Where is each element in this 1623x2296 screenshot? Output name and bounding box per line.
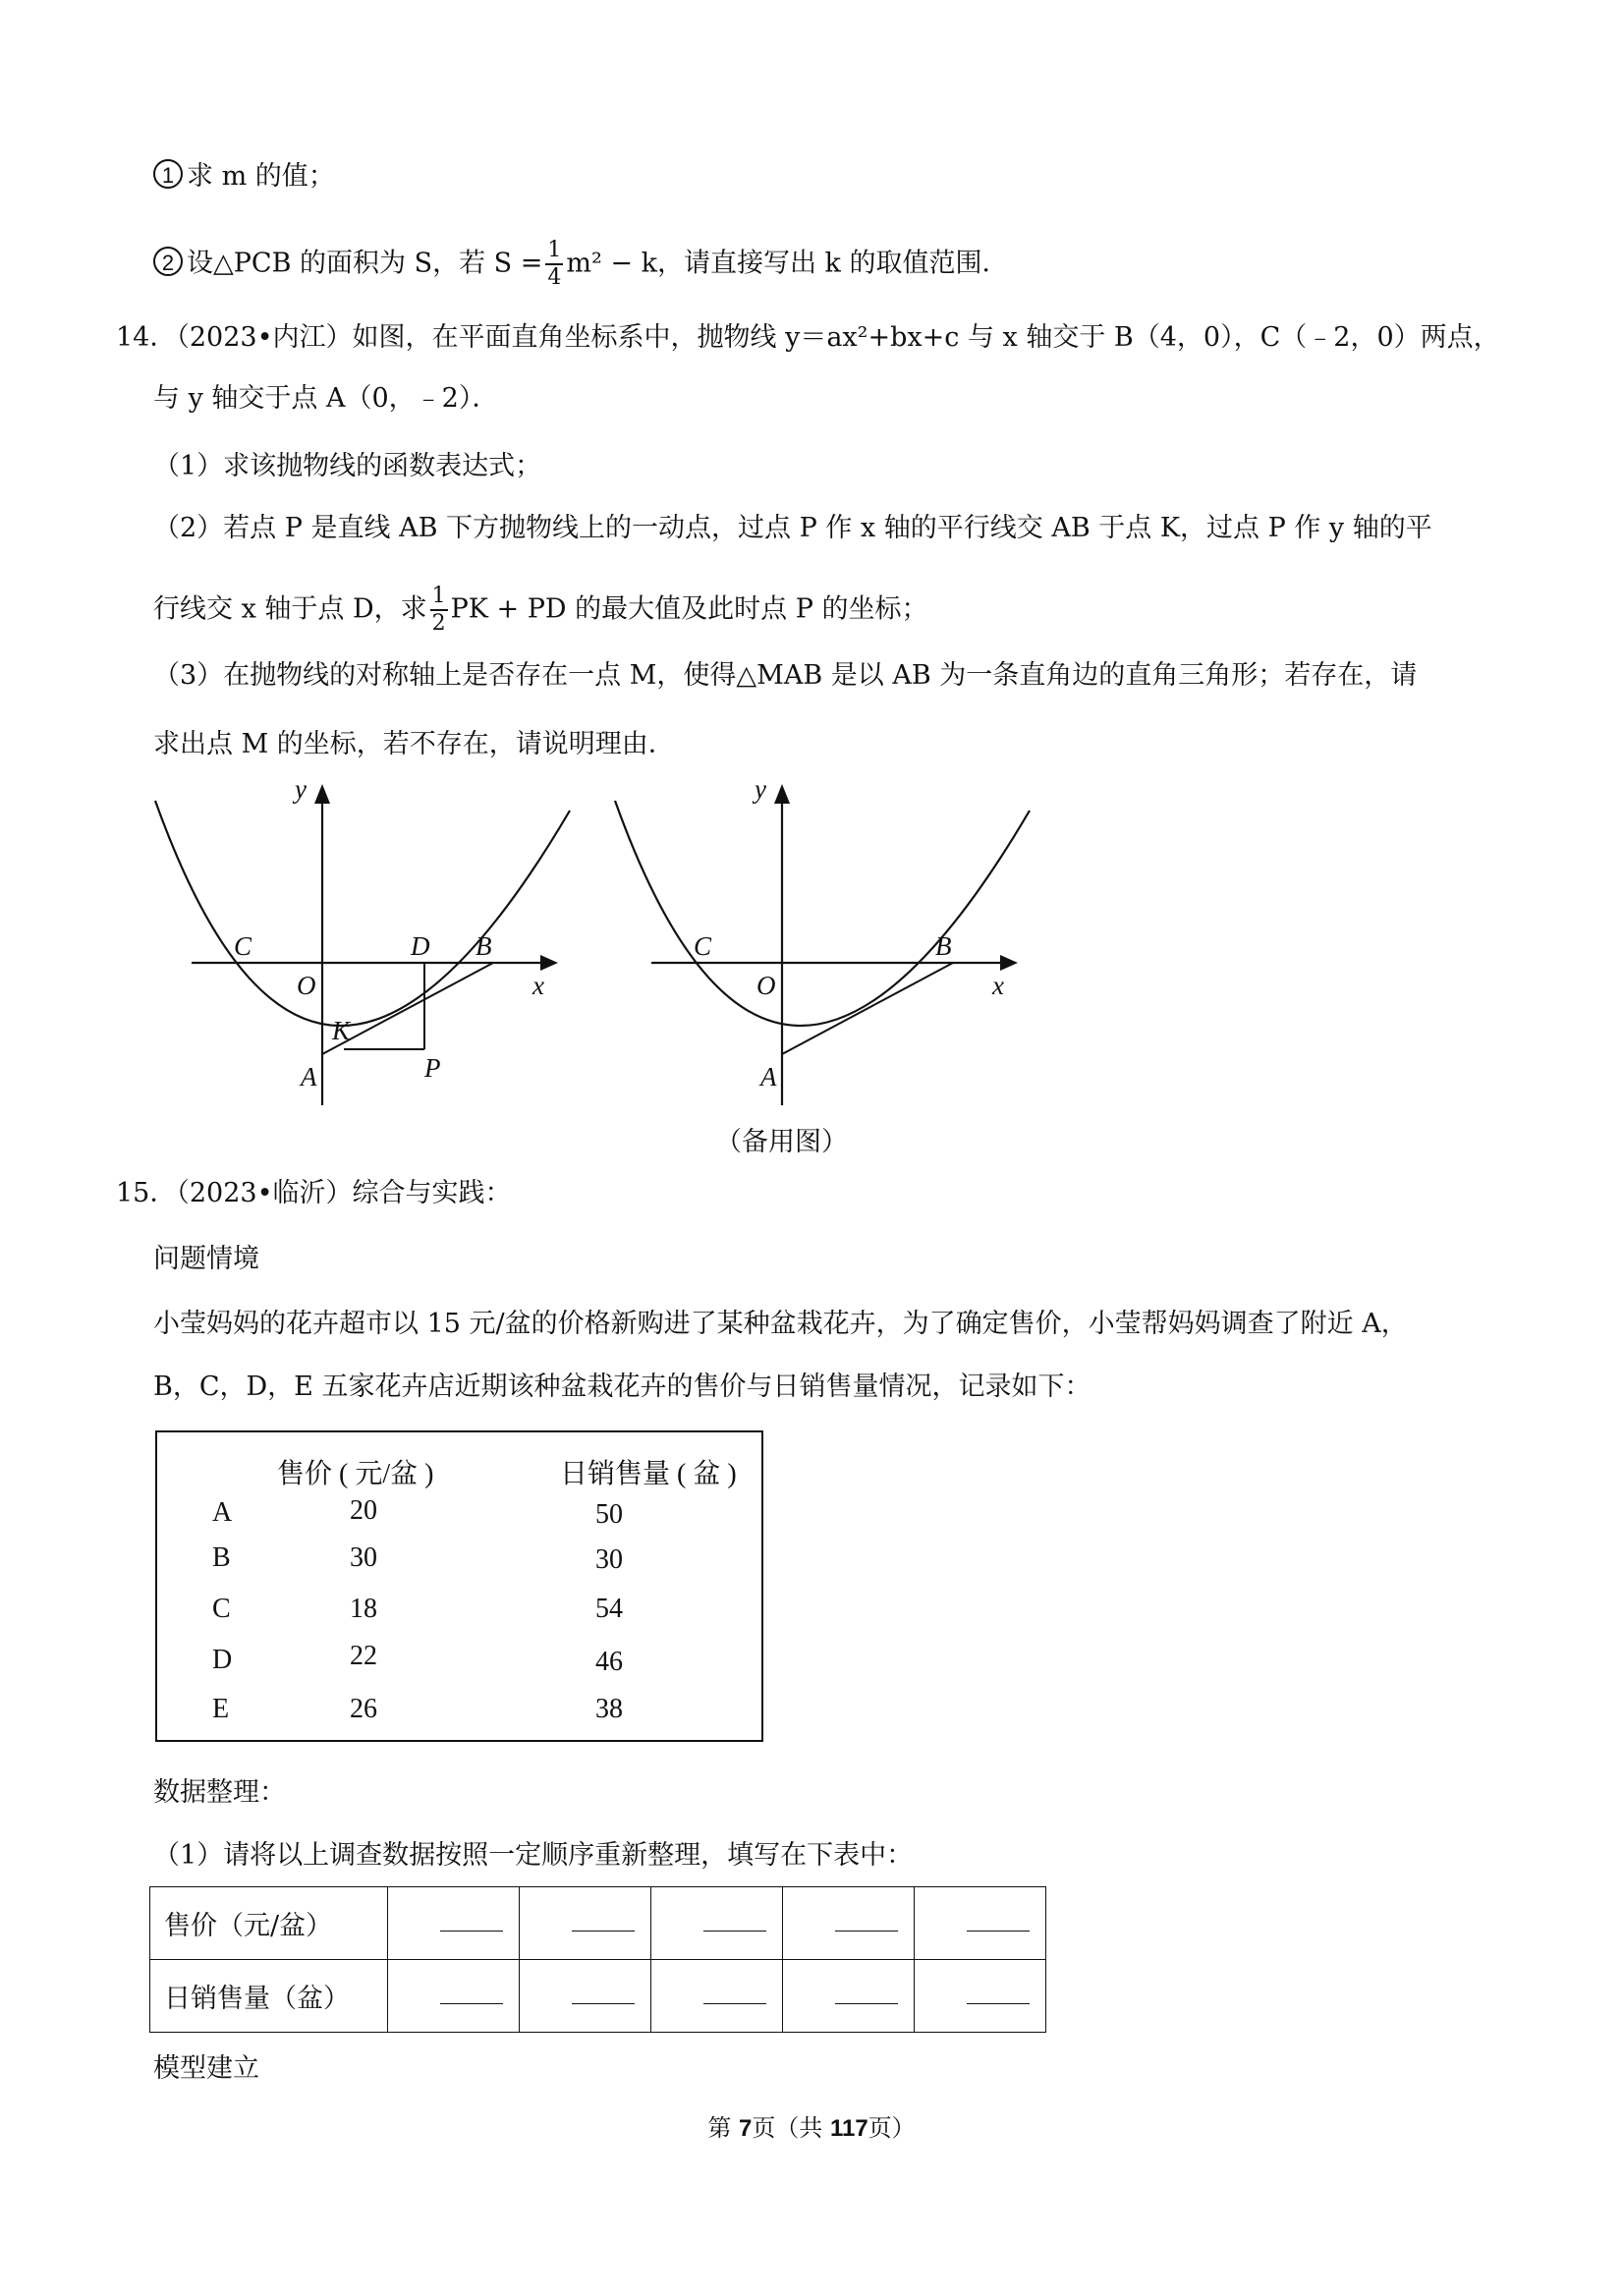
parabola-figure-main xyxy=(147,776,580,1120)
segment-AB xyxy=(782,963,953,1054)
answer-blank[interactable] xyxy=(440,1911,503,1932)
answer-blank[interactable] xyxy=(835,1911,898,1932)
survey-header-price: 售价 ( 元/盆 ) xyxy=(277,1459,434,1489)
q15-organize-title: 数据整理： xyxy=(153,1777,286,1808)
label-O: O xyxy=(756,971,776,1000)
q14-part1: （1）求该抛物线的函数表达式； xyxy=(153,451,542,481)
blank-cell[interactable] xyxy=(783,1960,915,2033)
label-A: A xyxy=(760,1062,777,1092)
survey-shop: A xyxy=(212,1497,233,1528)
parabola-curve xyxy=(155,801,570,1026)
survey-sales: 30 xyxy=(595,1544,623,1575)
q15-organize-part1: （1）请将以上调查数据按照一定顺序重新整理，填写在下表中： xyxy=(153,1840,914,1871)
page-number: 7 xyxy=(738,2115,753,2142)
label-B: B xyxy=(935,931,952,961)
q15-line1: 15．（2023•临沂）综合与实践： xyxy=(116,1178,512,1208)
label-O: O xyxy=(297,971,316,1000)
figure-caption: （备用图） xyxy=(715,1127,848,1157)
blank-cell[interactable] xyxy=(520,1887,651,1960)
q14-part2-b: 行线交 x 轴于点 D，求 $\frac{1}{2}$ PK + PD 的最大值及此时点 P 的坐标； xyxy=(153,584,928,636)
survey-shop: C xyxy=(212,1594,231,1624)
survey-sales: 50 xyxy=(595,1499,623,1530)
q15-model-title: 模型建立 xyxy=(153,2053,259,2084)
survey-sales: 54 xyxy=(595,1594,623,1624)
blank-cell[interactable] xyxy=(651,1960,783,2033)
x-axis-arrow xyxy=(1000,955,1018,971)
fill-in-table xyxy=(149,1886,1046,2033)
survey-sales: 46 xyxy=(595,1647,623,1677)
survey-price: 20 xyxy=(350,1495,377,1526)
q15-situation-a: 小莹妈妈的花卉超市以 15 元/盆的价格新购进了某种盆栽花卉，为了确定售价，小莹帮妈妈调查了附近 A， xyxy=(153,1309,1408,1339)
answer-blank[interactable] xyxy=(967,1911,1030,1932)
parabola-curve xyxy=(615,801,1030,1026)
label-B: B xyxy=(476,931,492,961)
blank-cell[interactable] xyxy=(651,1887,783,1960)
q14-line1: 14．（2023•内江）如图，在平面直角坐标系中，抛物线 y＝ax²+bx+c 与 x 轴交于 B（4，0），C（﹣2，0）两点， xyxy=(116,322,1500,353)
fill-row-header-price: 售价（元/盆） xyxy=(150,1887,388,1960)
circled-number: 2 xyxy=(153,247,183,276)
parabola-figure-backup xyxy=(607,776,1039,1120)
blank-cell[interactable] xyxy=(388,1887,520,1960)
q13-item1 xyxy=(153,157,335,196)
q15-situation-title: 问题情境 xyxy=(153,1244,259,1274)
survey-price: 30 xyxy=(350,1542,377,1573)
blank-cell[interactable] xyxy=(520,1960,651,2033)
label-D: D xyxy=(411,931,430,961)
blank-cell[interactable] xyxy=(915,1960,1046,2033)
label-P: P xyxy=(424,1053,441,1083)
y-axis-arrow xyxy=(314,784,330,804)
survey-shop: B xyxy=(212,1542,231,1573)
q13-item2-pre: 设△PCB 的面积为 S，若 S = xyxy=(187,248,543,279)
y-axis-arrow xyxy=(774,784,790,804)
survey-shop: D xyxy=(212,1645,233,1675)
survey-price: 22 xyxy=(350,1641,377,1671)
label-x: x xyxy=(992,971,1004,1000)
label-y: y xyxy=(295,776,307,804)
survey-price: 18 xyxy=(350,1594,377,1624)
answer-blank[interactable] xyxy=(703,1984,766,2004)
q13-item1-text: 求 m 的值； xyxy=(187,161,335,192)
q13-item2 xyxy=(153,240,1009,289)
page-footer: 第 7页（共 117页） xyxy=(707,2114,916,2142)
label-y: y xyxy=(755,776,766,804)
fill-row-header-sales: 日销售量（盆） xyxy=(150,1960,388,2033)
blank-cell[interactable] xyxy=(783,1887,915,1960)
q15-situation-b: B，C，D，E 五家花卉店近期该种盆栽花卉的售价与日销售量情况，记录如下： xyxy=(153,1372,1091,1402)
answer-blank[interactable] xyxy=(835,1984,898,2004)
survey-shop: E xyxy=(212,1694,230,1724)
answer-blank[interactable] xyxy=(967,1984,1030,2004)
blank-cell[interactable] xyxy=(388,1960,520,2033)
answer-blank[interactable] xyxy=(572,1984,635,2004)
q13-item2-post: m² − k，请直接写出 k 的取值范围． xyxy=(566,248,1009,279)
label-C: C xyxy=(234,931,252,961)
answer-blank[interactable] xyxy=(703,1911,766,1932)
label-C: C xyxy=(694,931,712,961)
fraction-half: $\frac{1}{2}$ xyxy=(431,584,446,636)
table-row xyxy=(150,1960,1046,2033)
label-A: A xyxy=(301,1062,317,1092)
circled-number: 1 xyxy=(153,159,183,189)
x-axis-arrow xyxy=(540,955,558,971)
q14-line2: 与 y 轴交于点 A（0，﹣2）． xyxy=(153,383,499,414)
survey-sales: 38 xyxy=(595,1694,623,1724)
survey-header-sales: 日销售量 ( 盆 ) xyxy=(560,1459,737,1489)
survey-table xyxy=(155,1430,763,1742)
q14-part3-b: 求出点 M 的坐标，若不存在，请说明理由． xyxy=(153,729,675,759)
page-total: 117 xyxy=(829,2115,868,2142)
label-x: x xyxy=(532,971,544,1000)
answer-blank[interactable] xyxy=(440,1984,503,2004)
label-K: K xyxy=(332,1016,351,1045)
table-row xyxy=(150,1887,1046,1960)
q14-part2-a: （2）若点 P 是直线 AB 下方抛物线上的一动点，过点 P 作 x 轴的平行线交 AB 于点 K，过点 P 作 y 轴的平 xyxy=(153,513,1432,543)
blank-cell[interactable] xyxy=(915,1887,1046,1960)
answer-blank[interactable] xyxy=(572,1911,635,1932)
fraction-quarter: $\frac{1}{4}$ xyxy=(547,238,562,290)
survey-price: 26 xyxy=(350,1694,377,1724)
q14-part3-a: （3）在抛物线的对称轴上是否存在一点 M，使得△MAB 是以 AB 为一条直角边的直角三角形；若存在，请 xyxy=(153,660,1418,691)
